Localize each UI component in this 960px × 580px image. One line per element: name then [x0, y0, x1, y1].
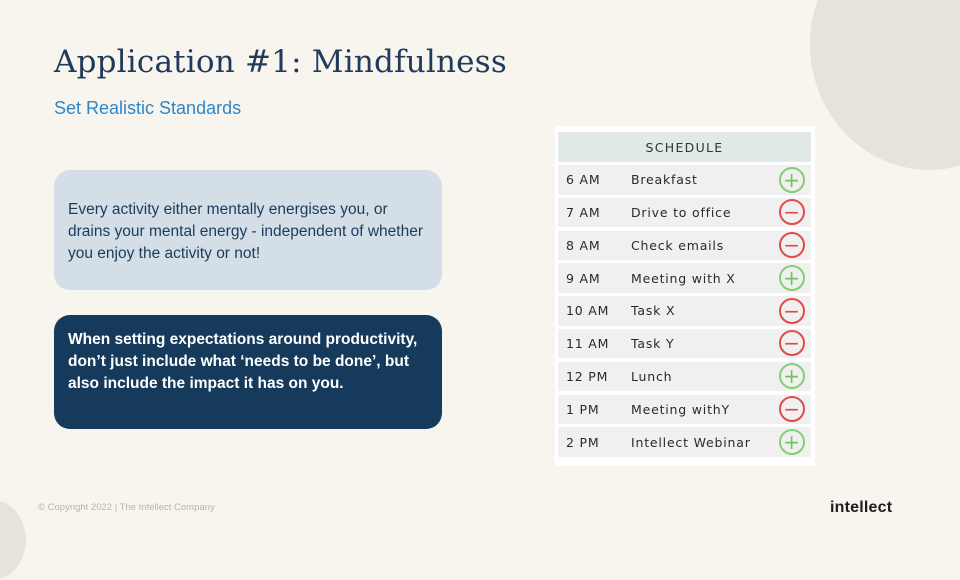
minus-circle-icon: −	[779, 232, 805, 258]
schedule-time: 1 PM	[566, 401, 600, 417]
schedule-time: 11 AM	[566, 336, 610, 352]
slide-title: Application #1: Mindfulness	[54, 44, 507, 80]
schedule-row	[558, 198, 811, 228]
intellect-logo: intellect	[830, 499, 893, 516]
minus-circle-icon: −	[779, 199, 805, 225]
plus-circle-icon: +	[779, 167, 805, 193]
schedule-activity: Breakfast	[631, 172, 698, 188]
slide-subtitle: Set Realistic Standards	[54, 98, 242, 118]
schedule-activity: Task X	[631, 303, 676, 319]
plus-circle-icon: +	[779, 363, 805, 389]
schedule-activity: Task Y	[631, 336, 675, 352]
schedule-row	[558, 263, 811, 293]
plus-circle-icon: +	[779, 429, 805, 455]
schedule-time: 10 AM	[566, 303, 610, 319]
schedule-rows	[558, 165, 811, 457]
expectations-info-card	[54, 315, 442, 429]
schedule-time: 2 PM	[566, 434, 600, 450]
decorative-blob-top-right	[810, 0, 960, 170]
schedule-activity: Lunch	[631, 369, 673, 385]
schedule-activity: Meeting with X	[631, 270, 736, 286]
schedule-row	[558, 231, 811, 261]
schedule-time: 7 AM	[566, 205, 601, 221]
energy-info-text: Every activity either mentally energises you, or drains your mental energy - independent of whether you enjoy the activity or not!	[68, 201, 423, 262]
expectations-info-text: When setting expectations around productivity, don’t just include what ‘needs to be done’, but also include the impact it has on you.	[68, 331, 418, 392]
minus-circle-icon: −	[779, 298, 805, 324]
minus-circle-icon: −	[779, 396, 805, 422]
schedule-row	[558, 329, 811, 359]
plus-circle-icon: +	[779, 265, 805, 291]
decorative-blob-bottom-left	[0, 500, 26, 580]
schedule-activity: Drive to office	[631, 205, 732, 221]
schedule-header: SCHEDULE	[558, 132, 811, 162]
schedule-row	[558, 165, 811, 195]
schedule-activity: Check emails	[631, 237, 725, 253]
schedule-time: 8 AM	[566, 237, 601, 253]
schedule-row	[558, 395, 811, 425]
schedule-activity: Meeting withY	[631, 401, 730, 417]
energy-info-card	[54, 170, 442, 290]
copyright-footer: © Copyright 2022 | The Intellect Company	[38, 502, 215, 513]
schedule-activity: Intellect Webinar	[631, 434, 751, 450]
schedule-row	[558, 296, 811, 326]
schedule-table	[555, 126, 815, 466]
schedule-row	[558, 427, 811, 457]
schedule-time: 12 PM	[566, 369, 609, 385]
minus-circle-icon: −	[779, 330, 805, 356]
schedule-time: 6 AM	[566, 172, 601, 188]
schedule-row	[558, 362, 811, 392]
schedule-time: 9 AM	[566, 270, 601, 286]
